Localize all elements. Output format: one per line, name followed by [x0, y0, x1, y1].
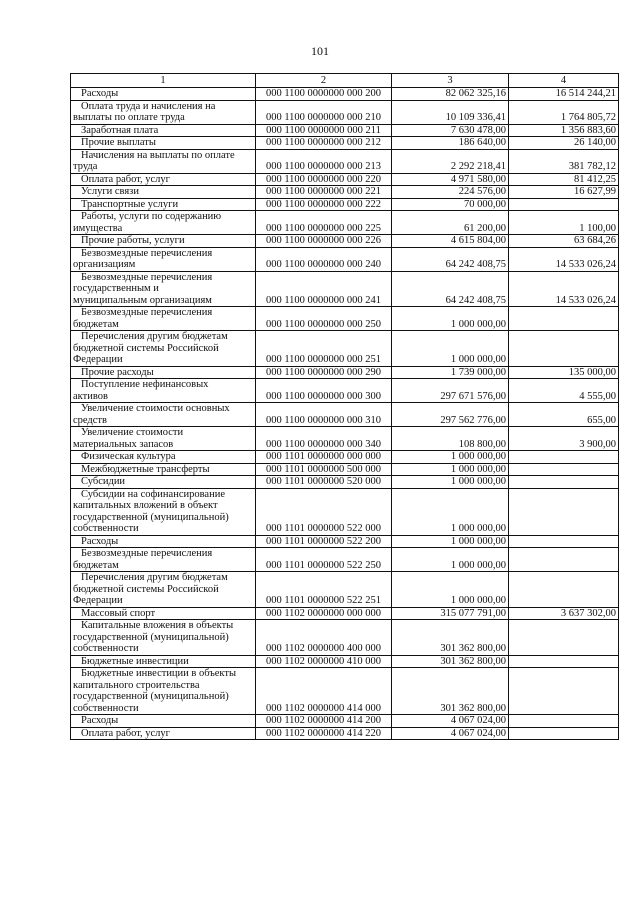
row-value-col3: 301 362 800,00 [392, 668, 509, 715]
row-value-col4: 14 533 026,24 [509, 247, 619, 271]
table-row [71, 488, 619, 535]
row-value-col4 [509, 463, 619, 476]
row-value-col4 [509, 572, 619, 608]
row-value-col4: 14 533 026,24 [509, 271, 619, 307]
row-name: Оплата работ, услуг [71, 727, 256, 740]
row-value-col4 [509, 476, 619, 489]
row-name: Безвозмездные перечисления бюджетам [71, 307, 256, 331]
row-value-col4: 3 900,00 [509, 427, 619, 451]
row-value-col4: 3 637 302,00 [509, 607, 619, 620]
row-name: Поступление нефинансовых активов [71, 379, 256, 403]
row-name: Перечисления другим бюджетам бюджетной системы Российской Федерации [71, 572, 256, 608]
row-code: 000 1100 0000000 000 240 [256, 247, 392, 271]
row-value-col3: 1 739 000,00 [392, 366, 509, 379]
row-value-col3: 301 362 800,00 [392, 620, 509, 656]
row-code: 000 1101 0000000 522 000 [256, 488, 392, 535]
table-row [71, 379, 619, 403]
row-code: 000 1100 0000000 000 226 [256, 235, 392, 248]
row-name: Безвозмездные перечисления организациям [71, 247, 256, 271]
row-name: Прочие работы, услуги [71, 235, 256, 248]
row-value-col4 [509, 727, 619, 740]
row-value-col3: 1 000 000,00 [392, 488, 509, 535]
row-name: Бюджетные инвестиции [71, 655, 256, 668]
row-value-col3: 2 292 218,41 [392, 149, 509, 173]
row-name: Услуги связи [71, 186, 256, 199]
row-code: 000 1102 0000000 410 000 [256, 655, 392, 668]
row-value-col4: 16 627,99 [509, 186, 619, 199]
row-value-col4 [509, 198, 619, 211]
row-name: Субсидии на софинансирование капитальных вложений в объект государственной (муниципальной) собственности [71, 488, 256, 535]
row-value-col3: 1 000 000,00 [392, 476, 509, 489]
row-code: 000 1100 0000000 000 310 [256, 403, 392, 427]
table-row [71, 235, 619, 248]
row-value-col3: 61 200,00 [392, 211, 509, 235]
row-value-col3: 224 576,00 [392, 186, 509, 199]
row-code: 000 1102 0000000 414 000 [256, 668, 392, 715]
row-value-col3: 4 615 804,00 [392, 235, 509, 248]
row-name: Межбюджетные трансферты [71, 463, 256, 476]
row-code: 000 1100 0000000 000 340 [256, 427, 392, 451]
row-value-col3: 315 077 791,00 [392, 607, 509, 620]
table-row [71, 548, 619, 572]
row-value-col4: 655,00 [509, 403, 619, 427]
row-name: Безвозмездные перечисления бюджетам [71, 548, 256, 572]
table-row [71, 655, 619, 668]
table-row [71, 427, 619, 451]
table-row [71, 137, 619, 150]
row-name: Расходы [71, 715, 256, 728]
table-row [71, 668, 619, 715]
row-code: 000 1101 0000000 500 000 [256, 463, 392, 476]
row-code: 000 1101 0000000 522 200 [256, 535, 392, 548]
row-value-col4: 4 555,00 [509, 379, 619, 403]
row-code: 000 1100 0000000 000 213 [256, 149, 392, 173]
table-row [71, 149, 619, 173]
row-value-col4: 63 684,26 [509, 235, 619, 248]
row-value-col4: 26 140,00 [509, 137, 619, 150]
row-name: Заработная плата [71, 124, 256, 137]
row-code: 000 1100 0000000 000 220 [256, 173, 392, 186]
row-code: 000 1102 0000000 400 000 [256, 620, 392, 656]
row-value-col4 [509, 488, 619, 535]
table-row [71, 211, 619, 235]
budget-table [70, 73, 619, 740]
row-code: 000 1102 0000000 414 200 [256, 715, 392, 728]
row-value-col3: 1 000 000,00 [392, 451, 509, 464]
row-value-col3: 297 671 576,00 [392, 379, 509, 403]
row-code: 000 1100 0000000 000 300 [256, 379, 392, 403]
row-value-col4: 81 412,25 [509, 173, 619, 186]
row-value-col3: 1 000 000,00 [392, 535, 509, 548]
column-header: 2 [256, 74, 392, 88]
row-value-col3: 1 000 000,00 [392, 463, 509, 476]
table-row [71, 100, 619, 124]
row-code: 000 1100 0000000 000 212 [256, 137, 392, 150]
table-row [71, 366, 619, 379]
row-code: 000 1100 0000000 000 222 [256, 198, 392, 211]
table-row [71, 451, 619, 464]
table-row [71, 607, 619, 620]
row-name: Капитальные вложения в объекты государственной (муниципальной) собственности [71, 620, 256, 656]
row-value-col4: 381 782,12 [509, 149, 619, 173]
row-name: Транспортные услуги [71, 198, 256, 211]
row-value-col4 [509, 451, 619, 464]
row-code: 000 1102 0000000 414 220 [256, 727, 392, 740]
row-value-col3: 4 067 024,00 [392, 727, 509, 740]
table-row [71, 271, 619, 307]
row-name: Субсидии [71, 476, 256, 489]
row-value-col4: 1 764 805,72 [509, 100, 619, 124]
row-code: 000 1100 0000000 000 210 [256, 100, 392, 124]
row-code: 000 1100 0000000 000 211 [256, 124, 392, 137]
row-name: Физическая культура [71, 451, 256, 464]
row-value-col3: 108 800,00 [392, 427, 509, 451]
row-value-col3: 1 000 000,00 [392, 548, 509, 572]
row-code: 000 1101 0000000 522 250 [256, 548, 392, 572]
row-value-col3: 1 000 000,00 [392, 331, 509, 367]
row-name: Бюджетные инвестиции в объекты капитального строительства государственной (муниципальной) собственности [71, 668, 256, 715]
row-name: Расходы [71, 535, 256, 548]
table-row [71, 535, 619, 548]
row-value-col3: 297 562 776,00 [392, 403, 509, 427]
row-name: Работы, услуги по содержанию имущества [71, 211, 256, 235]
table-row [71, 572, 619, 608]
row-name: Расходы [71, 88, 256, 101]
page-number: 101 [311, 44, 329, 58]
row-code: 000 1100 0000000 000 225 [256, 211, 392, 235]
table-row [71, 247, 619, 271]
table-row [71, 307, 619, 331]
table-row [71, 463, 619, 476]
row-value-col3: 64 242 408,75 [392, 247, 509, 271]
table-row [71, 331, 619, 367]
table-row [71, 620, 619, 656]
row-code: 000 1101 0000000 000 000 [256, 451, 392, 464]
table-row [71, 124, 619, 137]
row-value-col4: 1 100,00 [509, 211, 619, 235]
row-name: Начисления на выплаты по оплате труда [71, 149, 256, 173]
row-value-col3: 10 109 336,41 [392, 100, 509, 124]
table-row [71, 186, 619, 199]
table-row [71, 173, 619, 186]
row-value-col3: 70 000,00 [392, 198, 509, 211]
table-row [71, 403, 619, 427]
column-header: 4 [509, 74, 619, 88]
row-value-col3: 4 971 580,00 [392, 173, 509, 186]
row-name: Прочие расходы [71, 366, 256, 379]
table-body [71, 88, 619, 740]
header-row [71, 74, 619, 88]
table-row [71, 198, 619, 211]
row-value-col4: 16 514 244,21 [509, 88, 619, 101]
row-value-col3: 64 242 408,75 [392, 271, 509, 307]
row-value-col4: 135 000,00 [509, 366, 619, 379]
table-row [71, 727, 619, 740]
row-value-col4 [509, 715, 619, 728]
row-value-col4 [509, 548, 619, 572]
row-name: Прочие выплаты [71, 137, 256, 150]
row-value-col4 [509, 535, 619, 548]
row-value-col3: 301 362 800,00 [392, 655, 509, 668]
column-header: 3 [392, 74, 509, 88]
row-value-col3: 1 000 000,00 [392, 307, 509, 331]
row-name: Безвозмездные перечисления государственным и муниципальным организациям [71, 271, 256, 307]
row-code: 000 1100 0000000 000 251 [256, 331, 392, 367]
row-value-col4: 1 356 883,60 [509, 124, 619, 137]
row-name: Перечисления другим бюджетам бюджетной системы Российской Федерации [71, 331, 256, 367]
row-value-col4 [509, 668, 619, 715]
row-value-col3: 186 640,00 [392, 137, 509, 150]
row-code: 000 1100 0000000 000 250 [256, 307, 392, 331]
row-code: 000 1101 0000000 522 251 [256, 572, 392, 608]
row-name: Увеличение стоимости основных средств [71, 403, 256, 427]
row-code: 000 1100 0000000 000 221 [256, 186, 392, 199]
row-value-col4 [509, 331, 619, 367]
row-code: 000 1100 0000000 000 241 [256, 271, 392, 307]
row-value-col3: 4 067 024,00 [392, 715, 509, 728]
row-name: Увеличение стоимости материальных запасов [71, 427, 256, 451]
row-name: Массовый спорт [71, 607, 256, 620]
row-code: 000 1100 0000000 000 200 [256, 88, 392, 101]
row-value-col3: 7 630 478,00 [392, 124, 509, 137]
table-row [71, 476, 619, 489]
table-row [71, 715, 619, 728]
row-name: Оплата работ, услуг [71, 173, 256, 186]
row-name: Оплата труда и начисления на выплаты по оплате труда [71, 100, 256, 124]
row-code: 000 1100 0000000 000 290 [256, 366, 392, 379]
row-code: 000 1102 0000000 000 000 [256, 607, 392, 620]
row-value-col4 [509, 655, 619, 668]
column-header: 1 [71, 74, 256, 88]
row-value-col4 [509, 307, 619, 331]
row-value-col3: 1 000 000,00 [392, 572, 509, 608]
row-value-col4 [509, 620, 619, 656]
table-row [71, 88, 619, 101]
row-code: 000 1101 0000000 520 000 [256, 476, 392, 489]
row-value-col3: 82 062 325,16 [392, 88, 509, 101]
